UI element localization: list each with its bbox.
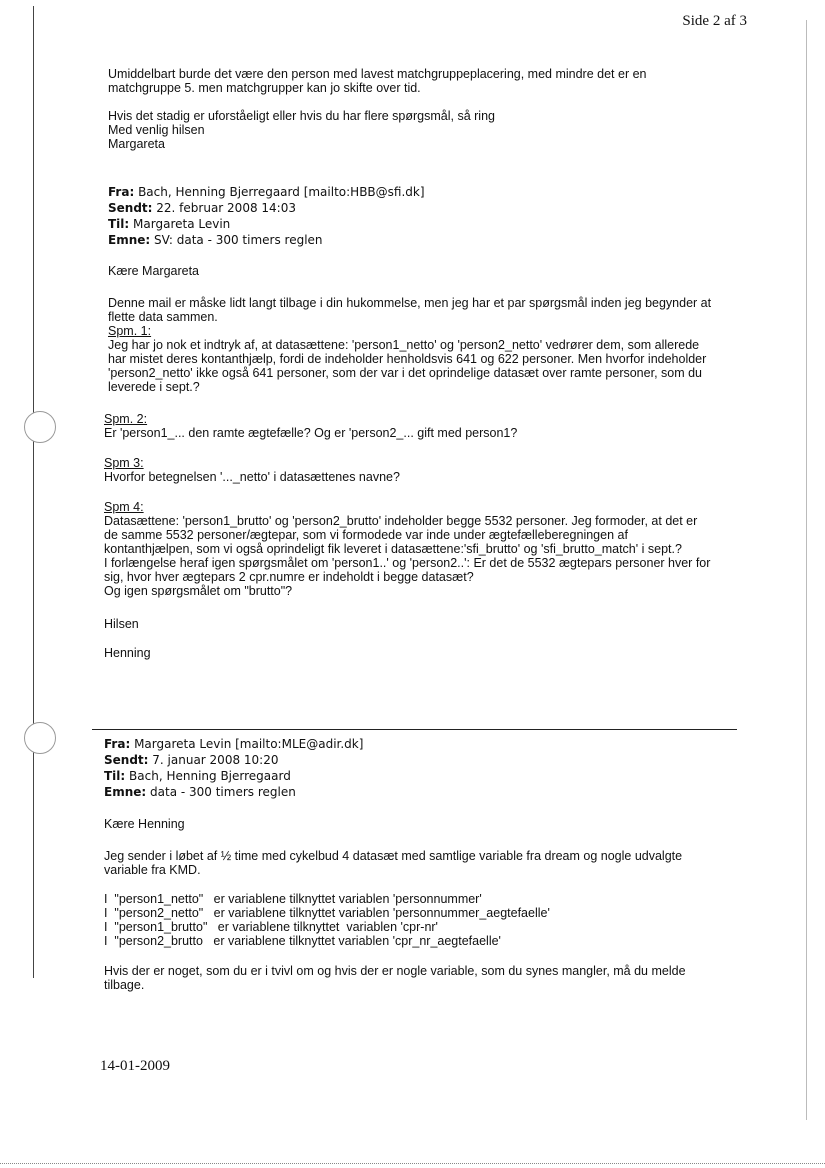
question-text: de samme 5532 personer/ægtepar, som vi formodede var inde under ægtefælleberegningen af <box>104 528 628 542</box>
scan-edge-line <box>33 6 34 978</box>
body-line: Denne mail er måske lidt langt tilbage i din hukommelse, men jeg har et par spørgsmål inden jeg begynder at <box>108 296 712 310</box>
question-text: leverede i sept.? <box>108 380 200 394</box>
sent-value: 22. februar 2008 14:03 <box>156 201 296 215</box>
from-row: Fra: Bach, Henning Bjerregaard [mailto:HBB@sfi.dk] <box>108 185 425 199</box>
question-text: har mistet deres kontanthjælp, fordi de indeholder henholdsvis 641 og 622 personer. Men hvorfor indeholder <box>108 352 707 366</box>
email-body-2 <box>104 849 744 877</box>
email-header-1 <box>108 184 748 248</box>
question-text: Og igen spørgsmålet om "brutto"? <box>104 584 293 598</box>
question-text: 'person2_netto' ikke også 641 personer, som der var i det oprindelige datasæt over ramte personer, som du <box>108 366 703 380</box>
question-text: I forlængelse heraf igen spørgsmålet om 'person1..' og 'person2..': Er det de 5532 ægtepars personer hver for <box>104 556 711 570</box>
email-closing-2 <box>104 964 744 992</box>
footer-date: 14-01-2009 <box>100 1058 170 1074</box>
sent-value: 7. januar 2008 10:20 <box>152 753 279 767</box>
variable-line: I "person2_brutto er variablene tilknyttet variablen 'cpr_nr_aegtefaelle' <box>104 934 501 948</box>
closing-line: Hvis der er noget, som du er i tvivl om og hvis der er nogle variable, som du synes mangler, må du melde <box>104 964 686 978</box>
question-text: Er 'person1_... den ramte ægtefælle? Og er 'person2_... gift med person1? <box>104 426 518 440</box>
punch-hole <box>24 411 56 443</box>
intro-line: matchgruppe 5. men matchgrupper kan jo skifte over tid. <box>108 81 421 95</box>
question-text: sig, hvor hver ægtepars 2 cpr.numre er indeholdt i begge datasæt? <box>104 570 474 584</box>
closing-line: Margareta <box>108 137 165 151</box>
variable-line: I "person1_brutto" er variablene tilknyttet variablen 'cpr-nr' <box>104 920 438 934</box>
body-line: Jeg sender i løbet af ½ time med cykelbud 4 datasæt med samtlige variable fra dream og nogle udvalgte <box>104 849 683 863</box>
closing-line: Med venlig hilsen <box>108 123 205 137</box>
subject-value: data - 300 timers reglen <box>150 785 296 799</box>
greeting: Kære Henning <box>104 817 185 831</box>
to-value: Bach, Henning Bjerregaard <box>129 769 291 783</box>
question-text: Hvorfor betegnelsen '..._netto' i datasættenes navne? <box>104 470 400 484</box>
question-label: Spm. 1: <box>108 324 152 338</box>
question-3 <box>104 456 744 484</box>
greeting: Kære Margareta <box>108 264 200 278</box>
signoff: Hilsen <box>104 617 139 631</box>
signature: Henning <box>104 646 151 660</box>
question-text: Jeg har jo nok et indtryk af, at datasættene: 'person1_netto' og 'person2_netto' vedrører dem, som allerede <box>108 338 700 352</box>
page-number: Side 2 af 3 <box>682 13 747 29</box>
body-line: flette data sammen. <box>108 310 218 324</box>
question-4 <box>104 500 744 598</box>
closing-line: tilbage. <box>104 978 145 992</box>
subject-value: SV: data - 300 timers reglen <box>154 233 323 247</box>
reply-closing <box>108 109 748 151</box>
variable-list <box>104 892 744 948</box>
question-label: Spm 4: <box>104 500 144 514</box>
from-value: Margareta Levin [mailto:MLE@adir.dk] <box>134 737 364 751</box>
punch-hole <box>24 722 56 754</box>
email-body-1 <box>108 296 748 394</box>
body-line: variable fra KMD. <box>104 863 201 877</box>
scan-bottom-edge <box>0 1163 825 1164</box>
from-value: Bach, Henning Bjerregaard [mailto:HBB@sfi.dk] <box>138 185 425 199</box>
subject-row: Emne: SV: data - 300 timers reglen <box>108 233 323 247</box>
question-2 <box>104 412 744 440</box>
question-text: Datasættene: 'person1_brutto' og 'person2_brutto' indeholder begge 5532 personer. Jeg formoder, at det er <box>104 514 698 528</box>
sent-row: Sendt: 7. januar 2008 10:20 <box>104 753 279 767</box>
email-separator <box>92 729 737 730</box>
to-row: Til: Margareta Levin <box>108 217 231 231</box>
variable-line: I "person2_netto" er variablene tilknyttet variablen 'personnummer_aegtefaelle' <box>104 906 550 920</box>
to-value: Margareta Levin <box>133 217 231 231</box>
sent-row: Sendt: 22. februar 2008 14:03 <box>108 201 296 215</box>
intro-line: Umiddelbart burde det være den person med lavest matchgruppeplacering, med mindre det er en <box>108 67 647 81</box>
variable-line: I "person1_netto" er variablene tilknyttet variablen 'personnummer' <box>104 892 482 906</box>
email-header-2 <box>104 736 744 800</box>
from-row: Fra: Margareta Levin [mailto:MLE@adir.dk] <box>104 737 364 751</box>
question-label: Spm. 2: <box>104 412 148 426</box>
question-label: Spm 3: <box>104 456 144 470</box>
reply-intro <box>108 67 748 95</box>
question-text: kontanthjælpen, som vi også oprindeligt fik leveret i datasættene:'sfi_brutto' og 'sfi_brutto_match' i sept.? <box>104 542 682 556</box>
to-row: Til: Bach, Henning Bjerregaard <box>104 769 291 783</box>
scan-edge-line-right <box>806 20 807 1120</box>
closing-line: Hvis det stadig er uforståeligt eller hvis du har flere spørgsmål, så ring <box>108 109 495 123</box>
subject-row: Emne: data - 300 timers reglen <box>104 785 296 799</box>
